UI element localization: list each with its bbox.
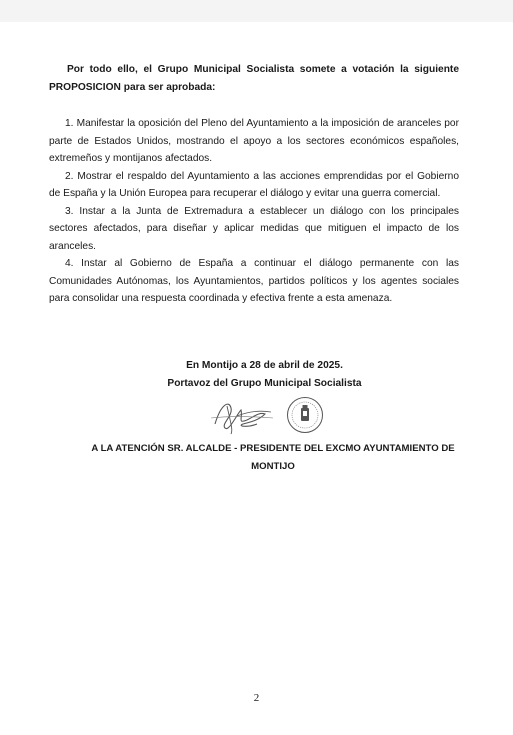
closing-block xyxy=(0,357,513,393)
proposal-item-2: 2. Mostrar el respaldo del Ayuntamiento a las acciones emprendidas por el Gobierno de España y la Unión Europea para recuperar el diálogo y evitar una guerra comercial. xyxy=(49,170,459,199)
municipal-seal xyxy=(286,396,324,434)
proposal-items-list xyxy=(49,115,459,308)
handwritten-signature xyxy=(207,394,277,436)
signatory-role: Portavoz del Grupo Municipal Socialista xyxy=(167,378,362,389)
proposal-item-4: 4. Instar al Gobierno de España a continuar el diálogo permanente con las Comunidades Autónomas, los Ayuntamientos, partidos políticos y los agentes sociales para consolidar una respuesta coordinada y efectiva frente a esta amenaza. xyxy=(49,258,459,304)
addressee-line: A LA ATENCIÓN SR. ALCALDE - PRESIDENTE DEL EXCMO AYUNTAMIENTO DE MONTIJO xyxy=(91,443,455,472)
page-number: 2 xyxy=(253,692,260,704)
proposal-intro xyxy=(49,61,459,97)
proposal-item-1: 1. Manifestar la oposición del Pleno del Ayuntamiento a la imposición de aranceles por parte de Estados Unidos, mostrando el apoyo a los sectores económicos españoles, extremeños y montijanos afectados. xyxy=(49,118,459,164)
document-page xyxy=(0,22,513,735)
place-date: En Montijo a 28 de abril de 2025. xyxy=(186,360,343,371)
viewer-top-bar xyxy=(0,0,513,23)
proposal-item-3: 3. Instar a la Junta de Extremadura a establecer un diálogo con los principales sectores afectados, para diseñar y aplicar medidas que mitiguen el impacto de los aranceles. xyxy=(49,205,459,252)
proposal-intro-text: Por todo ello, el Grupo Municipal Socialista somete a votación la siguiente PROPOSICION para ser aprobada: xyxy=(49,64,459,93)
